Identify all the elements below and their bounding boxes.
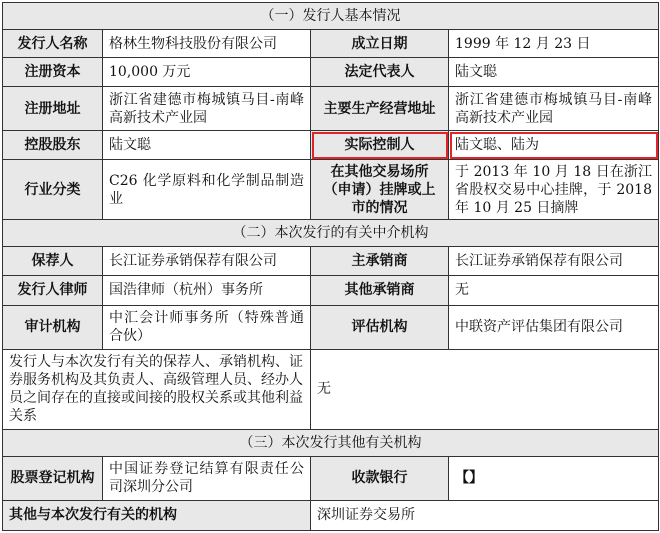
legal-representative-value: 陆文聪 — [449, 58, 659, 87]
controlling-shareholder-label: 控股股东 — [3, 131, 103, 160]
section-3-title: （三）本次发行其他有关机构 — [3, 429, 659, 456]
legal-representative-label: 法定代表人 — [311, 58, 449, 87]
actual-controller-value: 陆文聪、陆为 — [449, 131, 659, 160]
section-1-title: （一）发行人基本情况 — [3, 3, 659, 30]
auditor-value: 中汇会计师事务所（特殊普通合伙） — [103, 305, 311, 349]
production-address-value: 浙江省建德市梅城镇马目-南峰高新技术产业园 — [449, 87, 659, 131]
registrar-label: 股票登记机构 — [3, 456, 103, 500]
established-date-value: 1999 年 12 月 23 日 — [449, 30, 659, 58]
registered-capital-value: 10,000 万元 — [103, 58, 311, 87]
sponsor-value: 长江证券承销保荐有限公司 — [103, 247, 311, 276]
industry-label: 行业分类 — [3, 160, 103, 220]
receiving-bank-value: 【】 — [449, 456, 659, 500]
actual-controller-label: 实际控制人 — [311, 131, 449, 160]
section-2-title: （二）本次发行的有关中介机构 — [3, 220, 659, 247]
registered-capital-label: 注册资本 — [3, 58, 103, 87]
sponsor-label: 保荐人 — [3, 247, 103, 276]
issuer-name-label: 发行人名称 — [3, 30, 103, 58]
relationship-statement: 发行人与本次发行有关的保荐人、承销机构、证券服务机构及其负责人、高级管理人员、经办人员之间存在的直接或间接的股权关系或其他利益关系 — [3, 349, 311, 429]
production-address-label: 主要生产经营地址 — [311, 87, 449, 131]
issuer-lawyer-label: 发行人律师 — [3, 276, 103, 305]
lead-underwriter-value: 长江证券承销保荐有限公司 — [449, 247, 659, 276]
other-institution-label: 其他与本次发行有关的机构 — [3, 500, 311, 530]
issuer-name-value: 格林生物科技股份有限公司 — [103, 30, 311, 58]
established-date-label: 成立日期 — [311, 30, 449, 58]
issuer-lawyer-value: 国浩律师（杭州）事务所 — [103, 276, 311, 305]
appraiser-label: 评估机构 — [311, 305, 449, 349]
receiving-bank-label: 收款银行 — [311, 456, 449, 500]
other-listing-label: 在其他交易场所（申请）挂牌或上市的情况 — [311, 160, 449, 220]
auditor-label: 审计机构 — [3, 305, 103, 349]
issuer-info-table — [2, 2, 659, 531]
other-underwriter-value: 无 — [449, 276, 659, 305]
other-listing-value: 于 2013 年 10 月 18 日在浙江省股权交易中心挂牌，于 2018 年 10 月 25 日摘牌 — [449, 160, 659, 220]
other-underwriter-label: 其他承销商 — [311, 276, 449, 305]
registrar-value: 中国证券登记结算有限责任公司深圳分公司 — [103, 456, 311, 500]
registered-address-label: 注册地址 — [3, 87, 103, 131]
appraiser-value: 中联资产评估集团有限公司 — [449, 305, 659, 349]
other-institution-value: 深圳证券交易所 — [311, 500, 659, 530]
registered-address-value: 浙江省建德市梅城镇马目-南峰高新技术产业园 — [103, 87, 311, 131]
lead-underwriter-label: 主承销商 — [311, 247, 449, 276]
industry-value: C26 化学原料和化学制品制造业 — [103, 160, 311, 220]
relationship-value: 无 — [311, 349, 659, 429]
controlling-shareholder-value: 陆文聪 — [103, 131, 311, 160]
